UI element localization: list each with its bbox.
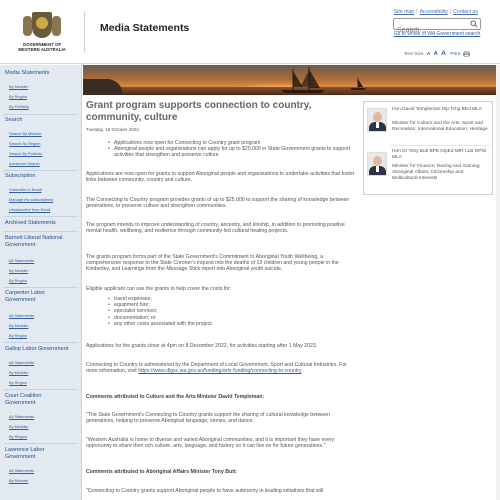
util-sep: | — [416, 9, 418, 15]
sidebar-heading-media-statements[interactable]: Media Statements — [5, 70, 50, 76]
minister-photo-templeman[interactable] — [367, 108, 387, 132]
summary-bullet-list — [108, 140, 358, 159]
accessibility-link[interactable]: Accessibility — [419, 9, 448, 15]
quote-paragraph: "Western Australia is home to diverse and varied Aboriginal communities, and it is important they have every opportunity to share their rich culture, arts, language, and history so it can live on for future generations." — [86, 437, 335, 450]
wa-government-crest-logo[interactable] — [20, 10, 64, 58]
site-title[interactable]: Media Statements — [100, 22, 190, 34]
sidebar-link-court-by-region[interactable]: By Region — [9, 434, 27, 439]
sidebar-divider — [4, 231, 78, 232]
sidebar-link-lawrence-by-minister[interactable]: By Minister — [9, 478, 29, 483]
printer-icon[interactable] — [463, 51, 470, 57]
cost-bullet: • travel expenses; — [108, 296, 358, 302]
crest-government-text: GOVERNMENT OF WESTERN AUSTRALIA — [18, 42, 66, 52]
sidebar-link-court-by-minister[interactable]: By Minister — [9, 424, 29, 429]
sidebar-link-search-by-portfolio[interactable]: Search By Portfolio — [9, 151, 43, 156]
sidebar-link-carpenter-by-minister[interactable]: By Minister — [9, 323, 29, 328]
article-paragraph: The program intends to improve understanding of country, ancestry, and kinship, in addition to promoting positive mental health, wellbeing, and resilience through community-led cultural healing projects. — [86, 222, 345, 235]
sidebar-heading-court-government[interactable]: Court Coalition Government — [5, 393, 42, 406]
print-link[interactable]: Print — [450, 52, 461, 57]
sidebar-divider — [4, 114, 78, 115]
sidebar-divider — [4, 216, 78, 217]
administration-paragraph — [86, 362, 356, 374]
crest-supporter-left — [23, 16, 32, 36]
site-header — [0, 0, 500, 64]
sidebar-link-carpenter-by-region[interactable]: By Region — [9, 333, 27, 338]
sidebar-link-subscribe-email[interactable]: Subscribe to Email — [9, 187, 42, 192]
sidebar-heading-barnett-government[interactable]: Barnett Liberal National Government — [5, 235, 63, 248]
comments-heading-buti: Comments attributed to Aboriginal Affairs Minister Tony Buti: — [86, 469, 238, 475]
sidebar-heading-search[interactable]: Search — [5, 117, 23, 123]
banner-rock — [83, 79, 123, 95]
sidebar-link-barnett-by-minister[interactable]: By Minister — [9, 268, 29, 273]
header-banner-image — [83, 65, 500, 95]
cost-bullet: • any other costs associated with the project. — [108, 321, 358, 327]
sidebar-link-barnett-by-region[interactable]: By Region — [9, 278, 27, 283]
cost-bullet: • equipment hire; — [108, 302, 358, 308]
sidebar-link-by-region[interactable]: By Region — [9, 94, 27, 99]
search-icon[interactable] — [470, 20, 478, 28]
util-sep: | — [449, 9, 452, 15]
sidebar-nav — [0, 65, 82, 500]
photo-shirt — [376, 122, 379, 128]
minister-divider — [390, 145, 490, 146]
photo-shirt — [376, 166, 379, 172]
utility-links — [394, 9, 478, 15]
cost-bullet: • specialist services; — [108, 308, 358, 314]
sidebar-link-by-minister[interactable]: By Minister — [9, 84, 29, 89]
sidebar-divider — [4, 170, 78, 171]
sidebar-divider — [4, 287, 78, 288]
sidebar-link-barnett-all-statements[interactable]: All Statements — [9, 258, 35, 263]
article-paragraph: The Connecting to Country program provides grants of up to $25,000 to support the sharing of knowledge between generations, to preserve culture and strengthen communities. — [86, 197, 350, 210]
sidebar-link-advanced-search[interactable]: Advanced Search — [9, 161, 40, 166]
closing-date-paragraph: Applications for the grants close at 4pm on 8 December 2022, for activities starting after 1 May 2023. — [86, 343, 318, 349]
sidebar-heading-lawrence-government[interactable]: Lawrence Labor Government — [5, 447, 45, 460]
article-date: Tuesday, 18 October 2022 — [86, 127, 139, 132]
minister-photo-buti[interactable] — [367, 152, 387, 176]
sidebar-heading-carpenter-government[interactable]: Carpenter Labor Government — [5, 290, 46, 303]
program-info-link[interactable]: https://www.dlgsc.wa.gov.au/funding/arts-funding/connecting-to-country — [138, 368, 302, 375]
sidebar-heading-subscription[interactable]: Subscription — [5, 173, 36, 179]
minister-name-buti[interactable]: Hon Dr Tony Buti BPE DipEd MIR LLB DPhil MLA — [392, 149, 487, 160]
sidebar-link-unsubscribe-email[interactable]: Unsubscribe from Email — [9, 207, 51, 212]
sidebar-link-court-all-statements[interactable]: All Statements — [9, 414, 35, 419]
minister-name-templeman[interactable]: Hon David Templeman Dip Tchg BEd MLA — [392, 107, 482, 112]
page-scrollbar[interactable] — [496, 65, 500, 500]
sidebar-link-search-by-minister[interactable]: Search By Minister — [9, 131, 42, 136]
search-box — [393, 18, 481, 30]
sidebar-divider — [4, 389, 78, 390]
article-title: Grant program supports connection to country, community, culture — [86, 100, 312, 123]
photo-head — [373, 112, 382, 122]
sidebar-link-gallop-all-statements[interactable]: All Statements — [9, 360, 35, 365]
sidebar-link-gallop-by-minister[interactable]: By Minister — [9, 370, 29, 375]
header-divider — [84, 12, 85, 52]
article-main — [86, 100, 356, 500]
sidebar-heading-gallop-government[interactable]: Gallop Labor Government — [5, 346, 69, 352]
crest-supporter-right — [52, 16, 61, 36]
crest-shield-icon — [32, 12, 52, 38]
sidebar-divider — [4, 443, 78, 444]
quote-paragraph: "The State Government's Connecting to Country grants support the sharing of cultural knowledge between generations, helping to preserve Aboriginal language, stories, and dance. — [86, 412, 330, 425]
article-paragraph: Eligible applicant can use the grants to help cover the costs for: — [86, 286, 232, 292]
sidebar-link-gallop-by-region[interactable]: By Region — [9, 380, 27, 385]
text-size-medium-button[interactable]: A — [433, 51, 438, 57]
summary-bullet: • Applications now open for Connecting to Country grant program — [108, 140, 358, 146]
ministers-panel — [363, 101, 493, 195]
summary-bullet: • Aboriginal people and organisations can apply for up to $25,000 in State Government grants to support activities that strengthen and preserve culture — [108, 146, 358, 158]
sidebar-link-search-by-region[interactable]: Search By Region — [9, 141, 41, 146]
article-paragraph: Applications are now open for grants to support Aboriginal people and organisations to undertake activities that foster links between community, country and culture. — [86, 171, 355, 184]
sidebar-divider — [4, 342, 78, 343]
contact-us-link[interactable]: Contact us — [453, 9, 478, 15]
article-paragraph: The grants program forms part of the State Government's Commitment to Aboriginal Youth Wellbeing, a comprehensive response to the State Coroner's inquest into the deaths of 13 children and young people in the Kimberley, and Learnings from the Message Stick report into Aboriginal youth suicide. — [86, 254, 339, 273]
sidebar-link-by-portfolio[interactable]: By Portfolio — [9, 104, 29, 109]
quote-paragraph: "Connecting to Country grants support Aboriginal people to have autonomy in leading initiatives that will — [86, 488, 324, 494]
text-size-large-button[interactable]: A — [441, 50, 447, 57]
photo-head — [373, 156, 382, 166]
site-map-link[interactable]: Site map — [393, 9, 415, 15]
sidebar-link-carpenter-all-statements[interactable]: All Statements — [9, 313, 35, 318]
whole-of-government-search-link[interactable]: Go to whole of WA Government search — [393, 31, 481, 37]
small-boat-silhouette-icon — [348, 77, 368, 91]
sidebar-heading-archived-statements[interactable]: Archived Statements — [5, 220, 56, 226]
sidebar-link-manage-subscriptions[interactable]: Manage my subscriptions — [9, 197, 54, 202]
administration-text: Connecting to Country is administered by the Department of Local Government, Sport and Cultural Industries. For more information, visit — [86, 362, 347, 375]
text-size-small-button[interactable]: A — [426, 52, 431, 57]
text-size-controls — [404, 50, 470, 57]
minister-role-buti: Minister for Finance; Racing and Gaming; Aboriginal Affairs; Citizenship and Multicultural Interests — [392, 164, 481, 181]
comments-heading-templeman: Comments attributed to Culture and the Arts Minister David Templeman: — [86, 394, 265, 400]
sailboat-silhouette-icon — [273, 67, 333, 93]
minister-role-templeman: Minister for Culture and the Arts; Sport and Recreation; International Education; Heritage — [392, 121, 488, 132]
cost-bullet: • documentation; or — [108, 315, 358, 321]
sidebar-link-lawrence-all-statements[interactable]: All Statements — [9, 468, 35, 473]
text-size-label: Text Size — [404, 52, 424, 57]
costs-bullet-list — [108, 296, 358, 327]
